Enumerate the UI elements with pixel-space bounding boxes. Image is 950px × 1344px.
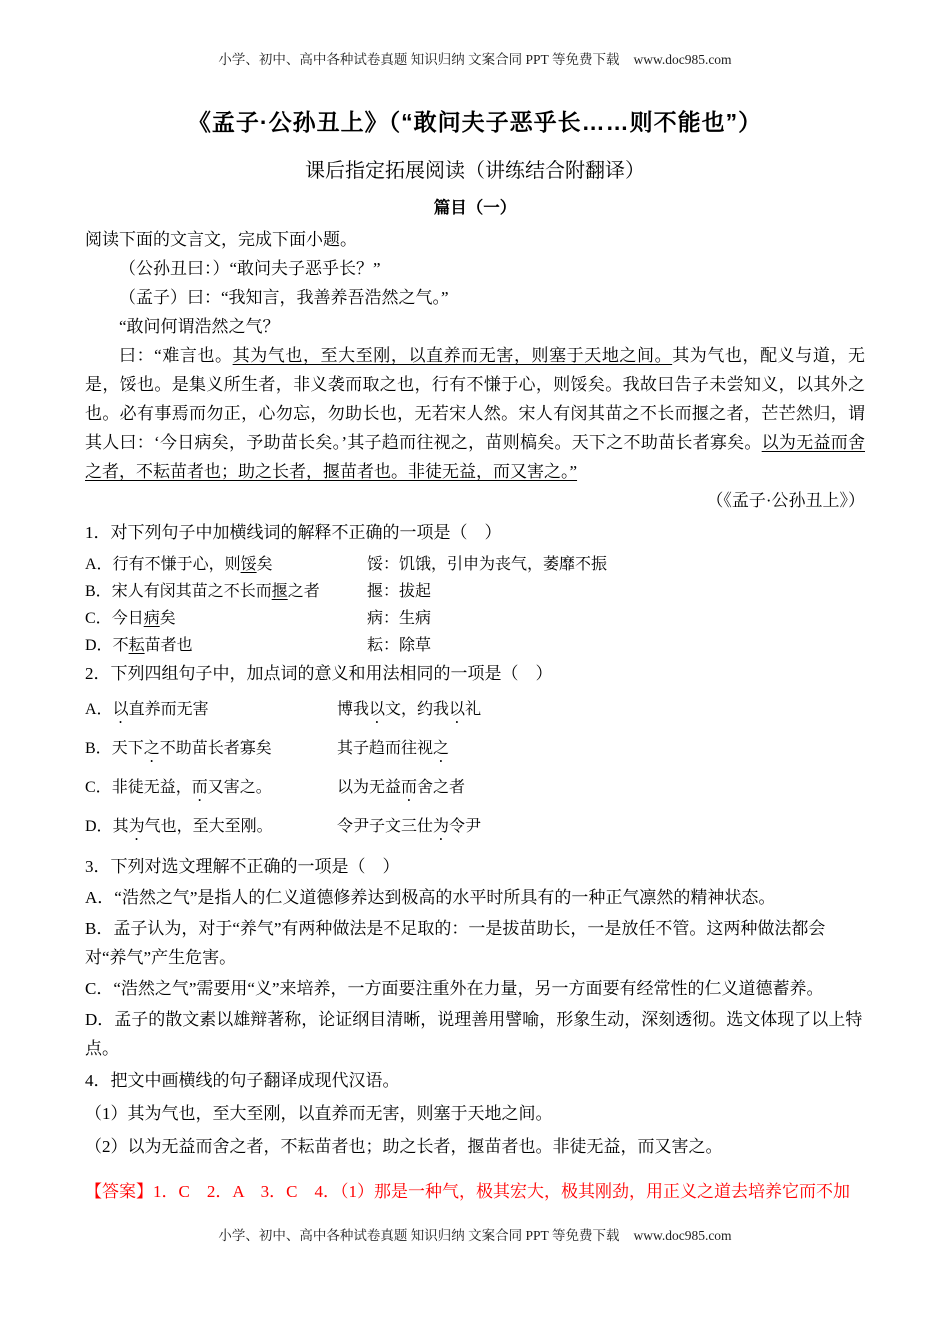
option-label: A．	[85, 556, 113, 573]
option-sentence	[85, 605, 367, 628]
q2-option-a	[85, 696, 865, 727]
option-text: “浩然之气”需要用“义”来培养，一方面要注重外在力量，另一方面要有经常性的仁义道德蓄养。	[113, 979, 824, 998]
q4-stem: 4．把文中画横线的句子翻译成现代汉语。	[85, 1071, 400, 1090]
q3-stem: 3．下列对选文理解不正确的一项是（ ）	[85, 857, 400, 876]
option-label: D．	[85, 818, 113, 835]
option-sentence	[85, 735, 337, 766]
passage-line-3: “敢问何谓浩然之气？	[119, 317, 280, 336]
passage-line-1: （公孙丑曰：）“敢问夫子恶乎长？”	[119, 259, 381, 278]
q1-option-b	[85, 578, 865, 601]
promo-text: 小学、初中、高中各种试卷真题 知识归纳 文案合同 PPT 等免费下载	[218, 52, 620, 67]
doc-subtitle: 课后指定拓展阅读（讲练结合附翻译）	[305, 160, 645, 182]
option-label: C．	[85, 979, 114, 998]
promo-url-link[interactable]: www.doc985.com	[633, 52, 732, 67]
option-gloss: 耘：除草	[367, 637, 432, 654]
option-label: B．	[85, 740, 112, 757]
passage-source: （《孟子·公孙丑上》）	[706, 491, 865, 510]
option-sentence-text: 其为气也，至大至刚。	[112, 818, 273, 835]
option-text: 孟子的散文素以雄辩著称，论证纲目清晰，说理善用譬喻，形象生动，深刻透彻。选文体现了以上特点。	[85, 1010, 863, 1058]
answer-line: 【答案】1．C 2．A 3．C 4．（1）那是一种气，极其宏大，极其刚劲，用正义之道去培养它而不加	[85, 1182, 851, 1201]
option-sentence	[85, 551, 367, 574]
option-label: D．	[85, 637, 113, 654]
q3-option-a	[85, 883, 865, 912]
option-compare: 令尹子文三仕为令尹	[337, 818, 482, 835]
option-label: A．	[85, 888, 115, 907]
option-sentence-text: 天下之不助苗长者寡矣	[111, 740, 272, 757]
option-sentence-text: 今日病矣	[111, 610, 176, 627]
q2-options	[85, 696, 865, 844]
option-label: C．	[85, 610, 112, 627]
doc-title: 《孟子·公孙丑上》（“敢问夫子恶乎长……则不能也”）	[187, 109, 763, 135]
option-sentence-text: 行有不慊于心，则馁矣	[112, 556, 273, 573]
header-promo	[85, 48, 865, 68]
option-compare: 博我以文，约我以礼	[337, 701, 482, 718]
q2-stem: 2．下列四组句子中，加点词的意义和用法相同的一项是（ ）	[85, 664, 553, 683]
option-text: 孟子认为，对于“养气”有两种做法是不足取的：一是拔苗助长，一是放任不管。这两种做法都会对“养气”产生危害。	[85, 919, 826, 967]
option-label: B．	[85, 919, 114, 938]
option-sentence	[85, 632, 367, 655]
option-text: “浩然之气”是指人的仁义道德修养达到极高的水平时所具有的一种正气凛然的精神状态。	[114, 888, 776, 907]
option-label: D．	[85, 1010, 115, 1029]
q2-option-c	[85, 774, 865, 805]
q1-stem: 1．对下列句子中加横线词的解释不正确的一项是（ ）	[85, 523, 502, 542]
q3-option-c	[85, 974, 865, 1003]
q1-option-a	[85, 551, 865, 574]
option-sentence	[85, 813, 337, 844]
option-sentence	[85, 578, 367, 601]
q1-options	[85, 551, 865, 655]
q4-item-2: （2）以为无益而舍之者，不耘苗者也；助之长者，揠苗者也。非徒无益，而又害之。	[85, 1137, 723, 1156]
option-label: B．	[85, 583, 112, 600]
q1-option-c	[85, 605, 865, 628]
footer-promo	[0, 1224, 950, 1244]
promo-url-link[interactable]: www.doc985.com	[633, 1228, 732, 1243]
q2-option-d	[85, 813, 865, 844]
option-sentence-text: 不耘苗者也	[112, 637, 193, 654]
promo-text: 小学、初中、高中各种试卷真题 知识归纳 文案合同 PPT 等免费下载	[218, 1228, 620, 1243]
passage-main: 曰：“难言也。其为气也，至大至刚，以直养而无害，则塞于天地之间。其为气也，配义与道，无是，馁也。是集义所生者，非义袭而取之也，行有不慊于心，则馁矣。我故曰告子未尝知义，以其外之也。必有事焉而勿正，心勿忘，勿助长也，无若宋人然。宋人有闵其苗之不长而揠之者，芒芒然归，谓其人曰：‘今日病矣，予助苗长矣。’其子趋而往视之，苗则槁矣。天下之不助苗长者寡矣。以为无益而舍之者，不耘苗者也；助之长者，揠苗者也。非徒无益，而又害之。”	[85, 346, 866, 481]
q1-option-d	[85, 632, 865, 655]
option-gloss: 病：生病	[367, 610, 432, 627]
intro-line: 阅读下面的文言文，完成下面小题。	[85, 230, 357, 249]
option-label: C．	[85, 779, 112, 796]
option-sentence-text: 以直养而无害	[112, 701, 209, 718]
option-compare: 其子趋而往视之	[337, 740, 450, 757]
option-gloss: 馁：饥饿，引申为丧气，萎靡不振	[367, 556, 608, 573]
passage-line-2: （孟子）曰：“我知言，我善养吾浩然之气。”	[119, 288, 449, 307]
q3-option-d	[85, 1005, 865, 1063]
option-sentence-text: 宋人有闵其苗之不长而揠之者	[111, 583, 320, 600]
q3-option-b	[85, 914, 865, 972]
q2-option-b	[85, 735, 865, 766]
option-sentence-text: 非徒无益，而又害之。	[111, 779, 272, 796]
option-sentence	[85, 696, 337, 727]
option-label: A．	[85, 701, 113, 718]
q4-item-1: （1）其为气也，至大至刚，以直养而无害，则塞于天地之间。	[85, 1104, 553, 1123]
section-label: 篇目（一）	[433, 199, 517, 217]
option-gloss: 揠：拔起	[367, 583, 432, 600]
option-compare: 以为无益而舍之者	[337, 779, 466, 796]
option-sentence	[85, 774, 337, 805]
